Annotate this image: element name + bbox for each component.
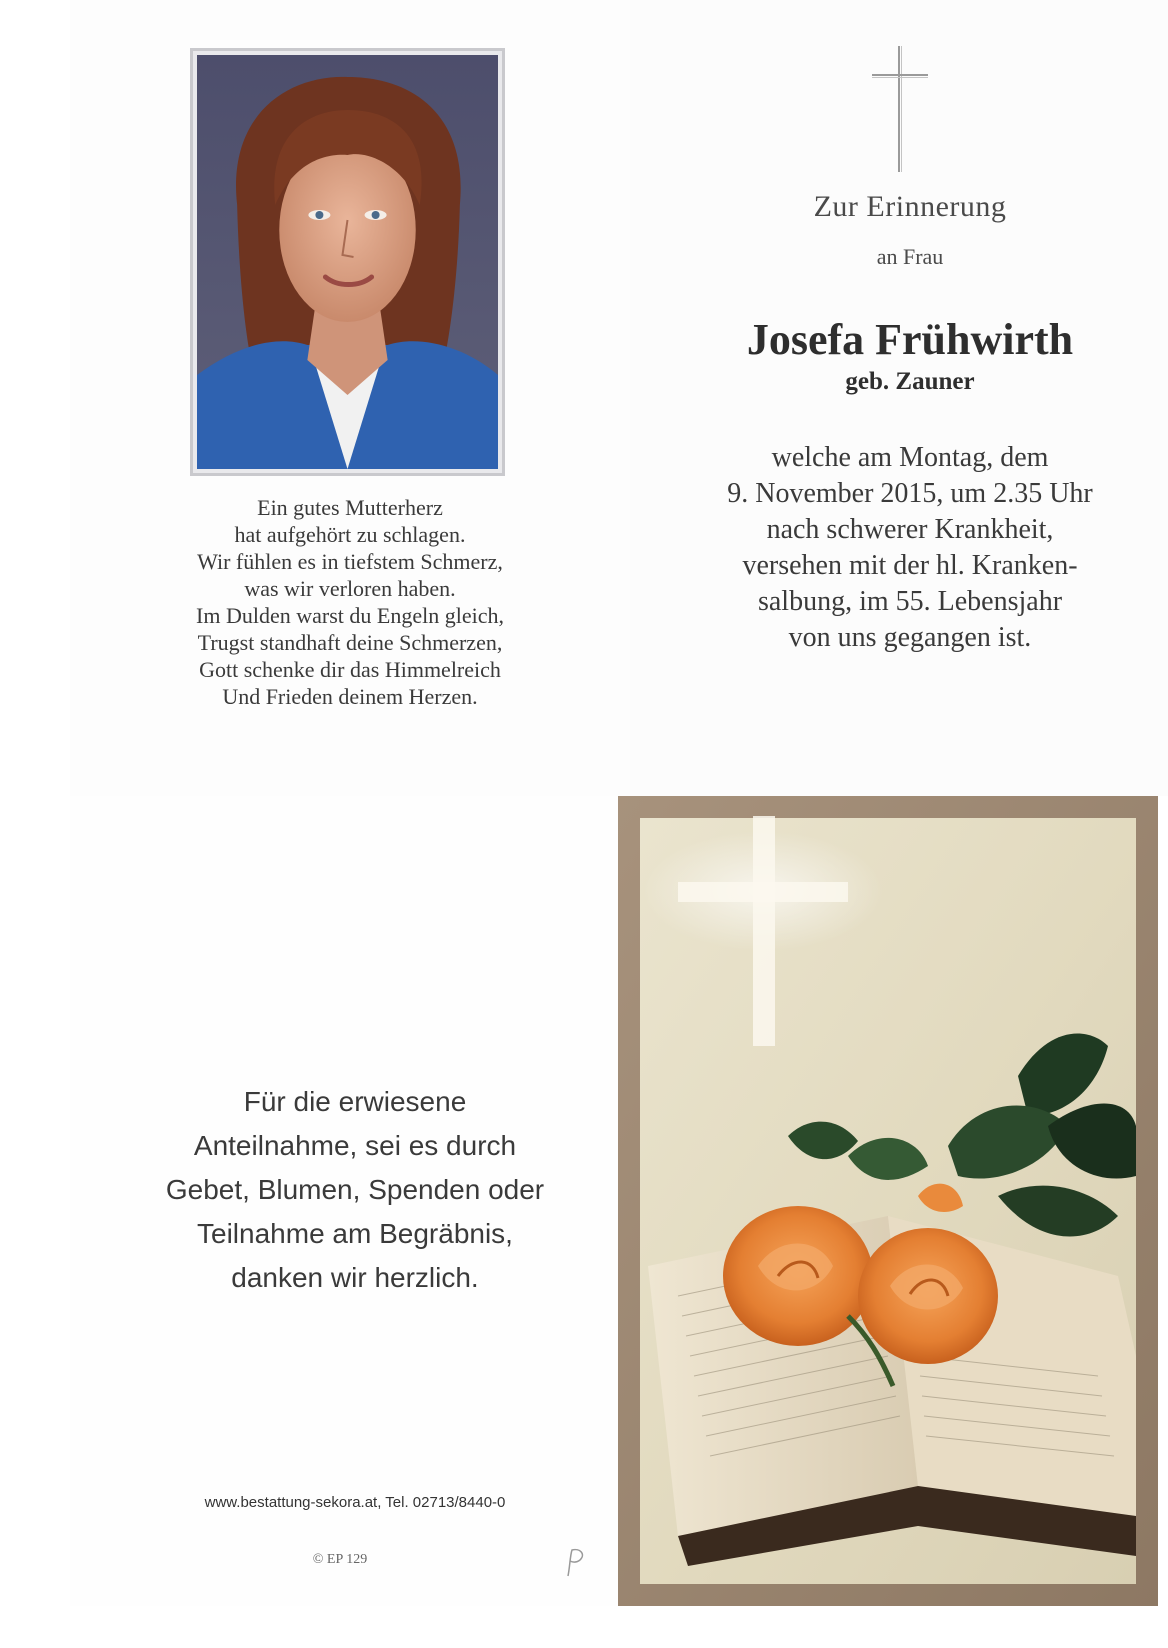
poem-line: Wir fühlen es in tiefstem Schmerz, bbox=[197, 549, 503, 574]
poem-line: Und Frieden deinem Herzen. bbox=[222, 684, 478, 709]
thanks-message bbox=[130, 1080, 580, 1300]
roses-bible-image bbox=[618, 796, 1158, 1606]
poem bbox=[150, 494, 550, 710]
cross-icon bbox=[870, 44, 930, 174]
thanks-line: Gebet, Blumen, Spenden oder bbox=[165, 1174, 545, 1205]
copyright-note: © EP 129 bbox=[312, 1552, 368, 1567]
poem-line: Im Dulden warst du Engeln gleich, bbox=[196, 603, 504, 628]
thanks-line: Anteilnahme, sei es durch bbox=[193, 1130, 517, 1161]
thanks-line: Für die erwiesene bbox=[243, 1086, 467, 1117]
memorial-subtitle: an Frau bbox=[876, 244, 944, 269]
death-line: 9. November 2015, um 2.35 Uhr bbox=[727, 478, 1093, 509]
death-line: nach schwerer Krankheit, bbox=[766, 514, 1054, 545]
portrait-photo-icon bbox=[197, 55, 498, 469]
thanks-line: danken wir herzlich. bbox=[231, 1262, 479, 1293]
thanks-line: Teilnahme am Begräbnis, bbox=[197, 1218, 513, 1249]
roses-on-bible-image bbox=[618, 796, 1158, 1606]
death-announcement bbox=[690, 440, 1130, 656]
memorial-title: Zur Erinnerung bbox=[813, 190, 1007, 223]
funeral-home-contact: www.bestattung-sekora.at, Tel. 02713/8440-0 bbox=[204, 1494, 506, 1511]
death-line: versehen mit der hl. Kranken- bbox=[742, 550, 1078, 581]
poem-line: Ein gutes Mutterherz bbox=[257, 495, 443, 520]
poem-line: was wir verloren haben. bbox=[244, 576, 456, 601]
death-line: salbung, im 55. Lebensjahr bbox=[757, 586, 1063, 617]
death-line: von uns gegangen ist. bbox=[788, 622, 1032, 653]
poem-line: Trugst standhaft deine Schmerzen, bbox=[197, 630, 503, 655]
deceased-name: Josefa Frühwirth bbox=[746, 315, 1074, 364]
printer-mark-icon bbox=[560, 1546, 590, 1580]
death-line: welche am Montag, dem bbox=[771, 442, 1049, 473]
poem-line: hat aufgehört zu schlagen. bbox=[234, 522, 466, 547]
portrait-photo bbox=[190, 48, 505, 476]
poem-line: Gott schenke dir das Himmelreich bbox=[199, 657, 501, 682]
maiden-name: geb. Zauner bbox=[845, 368, 975, 395]
